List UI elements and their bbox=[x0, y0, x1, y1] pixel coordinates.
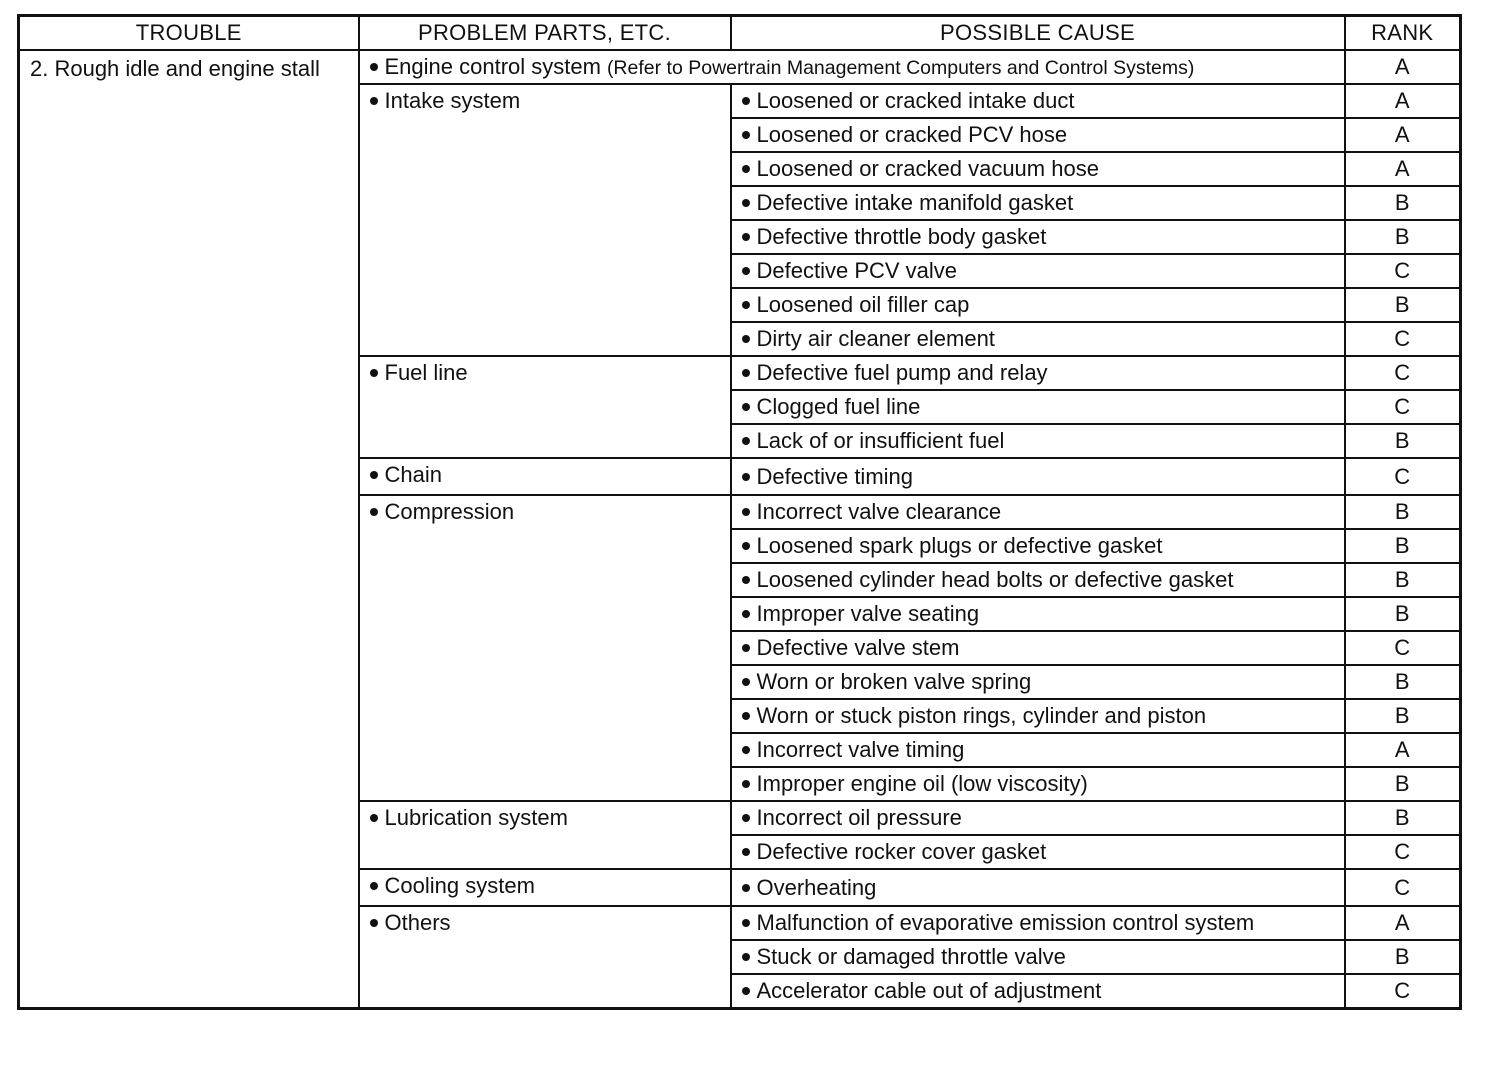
possible-cause-cell bbox=[731, 835, 1345, 869]
possible-cause-label: Defective fuel pump and relay bbox=[756, 360, 1048, 385]
rank-cell: A bbox=[1345, 84, 1461, 118]
possible-cause-label: Malfunction of evaporative emission control system bbox=[756, 910, 1255, 935]
header-rank: RANK bbox=[1345, 16, 1461, 51]
bullet-icon bbox=[742, 508, 750, 516]
rank-cell: B bbox=[1345, 288, 1461, 322]
problem-part-cell bbox=[359, 84, 731, 356]
bullet-icon bbox=[742, 335, 750, 343]
rank-cell: C bbox=[1345, 835, 1461, 869]
possible-cause-label: Defective timing bbox=[756, 463, 914, 489]
rank-cell: B bbox=[1345, 424, 1461, 458]
diagnosis-table bbox=[17, 14, 1462, 1010]
possible-cause-cell bbox=[731, 767, 1345, 801]
possible-cause-label: Loosened or cracked PCV hose bbox=[756, 122, 1068, 147]
engine-control-note: (Refer to Powertrain Management Computers and Control Systems) bbox=[606, 56, 1195, 79]
table-row bbox=[19, 50, 1461, 84]
possible-cause-cell bbox=[731, 801, 1345, 835]
rank-cell: C bbox=[1345, 322, 1461, 356]
header-possible-cause: POSSIBLE CAUSE bbox=[731, 16, 1345, 51]
bullet-icon bbox=[370, 97, 378, 105]
bullet-icon bbox=[742, 746, 750, 754]
rank-cell: B bbox=[1345, 801, 1461, 835]
problem-part-cell bbox=[359, 356, 731, 458]
rank-cell: A bbox=[1345, 733, 1461, 767]
possible-cause-label: Worn or broken valve spring bbox=[756, 669, 1032, 694]
possible-cause-label: Accelerator cable out of adjustment bbox=[756, 978, 1102, 1003]
problem-part-label: Cooling system bbox=[384, 873, 535, 898]
possible-cause-label: Loosened or cracked intake duct bbox=[756, 88, 1075, 113]
possible-cause-label: Improper valve seating bbox=[756, 601, 980, 626]
possible-cause-cell bbox=[731, 869, 1345, 906]
rank-cell: C bbox=[1345, 974, 1461, 1009]
possible-cause-cell bbox=[731, 733, 1345, 767]
possible-cause-cell bbox=[731, 563, 1345, 597]
possible-cause-label: Worn or stuck piston rings, cylinder and piston bbox=[756, 703, 1207, 728]
problem-part-cell bbox=[359, 458, 731, 495]
possible-cause-label: Clogged fuel line bbox=[756, 394, 921, 419]
possible-cause-label: Loosened oil filler cap bbox=[756, 292, 970, 317]
possible-cause-cell bbox=[731, 152, 1345, 186]
problem-part-label: Fuel line bbox=[384, 360, 468, 385]
possible-cause-cell bbox=[731, 665, 1345, 699]
bullet-icon bbox=[370, 919, 378, 927]
engine-control-cell bbox=[359, 50, 1345, 84]
bullet-icon bbox=[370, 882, 378, 890]
engine-control-label: Engine control system bbox=[384, 53, 601, 79]
problem-part-label: Intake system bbox=[384, 88, 521, 113]
bullet-icon bbox=[370, 369, 378, 377]
possible-cause-cell bbox=[731, 495, 1345, 529]
bullet-icon bbox=[742, 953, 750, 961]
problem-part-cell bbox=[359, 495, 731, 801]
bullet-icon bbox=[742, 437, 750, 445]
possible-cause-label: Defective valve stem bbox=[756, 635, 960, 660]
bullet-icon bbox=[742, 165, 750, 173]
possible-cause-label: Overheating bbox=[756, 874, 877, 900]
possible-cause-cell bbox=[731, 254, 1345, 288]
bullet-icon bbox=[742, 267, 750, 275]
problem-part-cell bbox=[359, 869, 731, 906]
possible-cause-cell bbox=[731, 906, 1345, 940]
bullet-icon bbox=[742, 131, 750, 139]
trouble-cell bbox=[19, 50, 359, 1009]
rank-cell: C bbox=[1345, 356, 1461, 390]
possible-cause-cell bbox=[731, 529, 1345, 563]
rank-cell: B bbox=[1345, 699, 1461, 733]
possible-cause-cell bbox=[731, 186, 1345, 220]
bullet-icon bbox=[370, 471, 378, 479]
possible-cause-cell bbox=[731, 940, 1345, 974]
problem-part-label: Others bbox=[384, 910, 451, 935]
trouble-label: 2. Rough idle and engine stall bbox=[30, 56, 320, 81]
bullet-icon bbox=[742, 919, 750, 927]
bullet-icon bbox=[370, 508, 378, 516]
bullet-icon bbox=[742, 576, 750, 584]
possible-cause-label: Stuck or damaged throttle valve bbox=[756, 944, 1066, 969]
bullet-icon bbox=[742, 780, 750, 788]
possible-cause-cell bbox=[731, 288, 1345, 322]
possible-cause-label: Defective intake manifold gasket bbox=[756, 190, 1074, 215]
problem-part-label: Chain bbox=[384, 462, 442, 487]
possible-cause-label: Dirty air cleaner element bbox=[756, 326, 995, 351]
problem-part-cell bbox=[359, 906, 731, 1009]
problem-part-label: Compression bbox=[384, 499, 515, 524]
rank-cell: B bbox=[1345, 665, 1461, 699]
header-trouble: TROUBLE bbox=[19, 16, 359, 51]
bullet-icon bbox=[742, 97, 750, 105]
rank-cell: C bbox=[1345, 869, 1461, 906]
bullet-icon bbox=[370, 814, 378, 822]
bullet-icon bbox=[742, 848, 750, 856]
rank-cell: B bbox=[1345, 940, 1461, 974]
possible-cause-label: Loosened cylinder head bolts or defective gasket bbox=[756, 567, 1234, 592]
possible-cause-cell bbox=[731, 424, 1345, 458]
rank-cell: A bbox=[1345, 152, 1461, 186]
possible-cause-label: Improper engine oil (low viscosity) bbox=[756, 771, 1088, 796]
possible-cause-label: Incorrect valve clearance bbox=[756, 499, 1002, 524]
problem-part-label: Lubrication system bbox=[384, 805, 568, 830]
possible-cause-cell bbox=[731, 699, 1345, 733]
possible-cause-cell bbox=[731, 458, 1345, 495]
possible-cause-cell bbox=[731, 356, 1345, 390]
rank-cell: C bbox=[1345, 458, 1461, 495]
rank-cell: C bbox=[1345, 631, 1461, 665]
bullet-icon bbox=[742, 403, 750, 411]
bullet-icon bbox=[742, 644, 750, 652]
possible-cause-label: Defective rocker cover gasket bbox=[756, 839, 1047, 864]
rank-cell: A bbox=[1345, 906, 1461, 940]
bullet-icon bbox=[742, 301, 750, 309]
bullet-icon bbox=[742, 233, 750, 241]
bullet-icon bbox=[742, 987, 750, 995]
bullet-icon bbox=[742, 678, 750, 686]
rank-cell: A bbox=[1345, 118, 1461, 152]
rank-cell: B bbox=[1345, 186, 1461, 220]
possible-cause-cell bbox=[731, 118, 1345, 152]
possible-cause-cell bbox=[731, 631, 1345, 665]
possible-cause-cell bbox=[731, 597, 1345, 631]
rank-cell: B bbox=[1345, 495, 1461, 529]
possible-cause-label: Defective PCV valve bbox=[756, 258, 958, 283]
bullet-icon bbox=[742, 814, 750, 822]
header-row bbox=[19, 16, 1461, 51]
possible-cause-label: Incorrect oil pressure bbox=[756, 805, 962, 830]
bullet-icon bbox=[742, 369, 750, 377]
rank-cell: C bbox=[1345, 390, 1461, 424]
possible-cause-cell bbox=[731, 84, 1345, 118]
bullet-icon bbox=[742, 542, 750, 550]
rank-cell: B bbox=[1345, 597, 1461, 631]
header-problem-parts: PROBLEM PARTS, ETC. bbox=[359, 16, 731, 51]
rank-cell: B bbox=[1345, 563, 1461, 597]
possible-cause-label: Defective throttle body gasket bbox=[756, 224, 1047, 249]
rank-cell: B bbox=[1345, 529, 1461, 563]
rank-cell: A bbox=[1345, 50, 1461, 84]
possible-cause-cell bbox=[731, 390, 1345, 424]
rank-cell: C bbox=[1345, 254, 1461, 288]
possible-cause-label: Incorrect valve timing bbox=[756, 737, 965, 762]
bullet-icon bbox=[742, 884, 750, 892]
possible-cause-label: Lack of or insufficient fuel bbox=[756, 428, 1005, 453]
possible-cause-cell bbox=[731, 974, 1345, 1009]
problem-part-cell bbox=[359, 801, 731, 869]
bullet-icon bbox=[742, 610, 750, 618]
rank-cell: B bbox=[1345, 767, 1461, 801]
bullet-icon bbox=[742, 712, 750, 720]
possible-cause-cell bbox=[731, 220, 1345, 254]
bullet-icon bbox=[742, 473, 750, 481]
possible-cause-cell bbox=[731, 322, 1345, 356]
table-body bbox=[19, 50, 1461, 1009]
possible-cause-label: Loosened spark plugs or defective gasket bbox=[756, 533, 1163, 558]
bullet-icon bbox=[370, 63, 378, 71]
rank-cell: B bbox=[1345, 220, 1461, 254]
possible-cause-label: Loosened or cracked vacuum hose bbox=[756, 156, 1099, 181]
bullet-icon bbox=[742, 199, 750, 207]
